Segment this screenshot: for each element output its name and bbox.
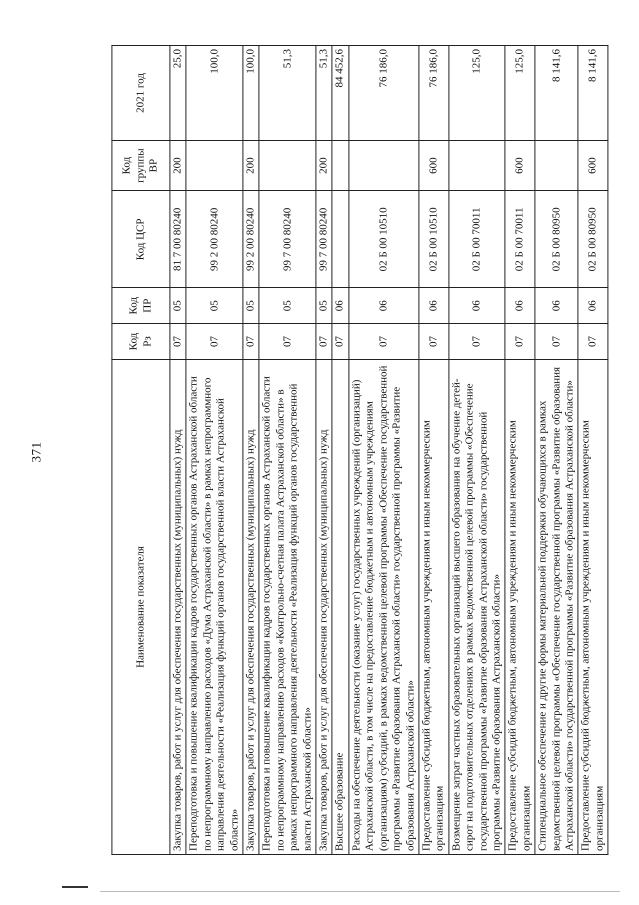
- cell-pr: 05: [243, 288, 259, 324]
- budget-table: [111, 45, 608, 855]
- cell-csr: 99 7 00 80240: [316, 191, 332, 288]
- cell-sum: 76 186,0: [349, 46, 419, 141]
- cell-csr: 02 Б 00 70011: [449, 191, 506, 288]
- cell-rz: 07: [186, 324, 243, 360]
- cell-name: Возмещение затрат частных образовательных организаций высшего образования на обучение детей-сирот на подготовительных отделениях в рамках ведомственной целевой программы «Обеспечение государственной программы «Развитие образования Астраханской области» государственной программы «Развитие образования Астраханской области»: [449, 359, 506, 854]
- cell-csr: 99 2 00 80240: [186, 191, 243, 288]
- bottom-mark: [62, 886, 88, 888]
- cell-csr: 81 7 00 80240: [170, 191, 186, 288]
- table-row: [243, 46, 259, 855]
- cell-rz: 07: [243, 324, 259, 360]
- cell-name: Переподготовка и повышение квалификации кадров государственных органов Астраханской области по непрограммному направлению расходов «Дума Астраханской области» в рамках непрограммного направления деятельности «Реализация функций органов государственной власти Астраханской области»: [186, 359, 243, 854]
- table-row: [316, 46, 332, 855]
- cell-pr: 06: [505, 288, 535, 324]
- cell-vr: [449, 140, 506, 191]
- table-row: [349, 46, 419, 855]
- cell-rz: 07: [259, 324, 316, 360]
- table-body: [170, 46, 608, 855]
- cell-sum: 51,3: [316, 46, 332, 141]
- cell-name: Расходы на обеспечение деятельности (оказание услуг) государственных учреждений (организаций) Астраханской области, в том числе на предоставление бюджетным и автономным учреждениям (организациям) субсидий, в рамках ведомственной целевой программы «Обеспечение государственной программы «Развитие образования Астраханской области» государственной программы «Развитие образования Астраханской области»: [349, 359, 419, 854]
- header-vr: Код группы ВР: [112, 140, 170, 191]
- cell-sum: 100,0: [186, 46, 243, 141]
- table-row: [419, 46, 449, 855]
- rotated-table-container: [111, 45, 608, 855]
- table-header-row: [112, 46, 170, 855]
- cell-pr: 05: [259, 288, 316, 324]
- header-year: 2021 год: [112, 46, 170, 141]
- cell-name: Закупка товаров, работ и услуг для обеспечения государственных (муниципальных) нужд: [170, 359, 186, 854]
- cell-vr: 200: [170, 140, 186, 191]
- cell-name: Предоставление субсидий бюджетным, автономным учреждениям и иным некоммерческим организациям: [505, 359, 535, 854]
- header-rz: Код Рз: [112, 324, 170, 360]
- header-name: Наименование показателя: [112, 359, 170, 854]
- table-row: [505, 46, 535, 855]
- cell-rz: 07: [332, 324, 348, 360]
- cell-pr: 06: [332, 288, 348, 324]
- cell-csr: 02 Б 00 10510: [349, 191, 419, 288]
- cell-sum: 8 141,6: [578, 46, 608, 141]
- cell-sum: 100,0: [243, 46, 259, 141]
- cell-vr: 600: [419, 140, 449, 191]
- cell-csr: 99 2 00 80240: [243, 191, 259, 288]
- cell-rz: 07: [349, 324, 419, 360]
- cell-rz: 07: [170, 324, 186, 360]
- cell-pr: 06: [535, 288, 578, 324]
- cell-csr: [332, 191, 348, 288]
- cell-name: Закупка товаров, работ и услуг для обеспечения государственных (муниципальных) нужд: [243, 359, 259, 854]
- cell-vr: [259, 140, 316, 191]
- table-row: [578, 46, 608, 855]
- table-row: [449, 46, 506, 855]
- cell-name: Стипендиальное обеспечение и другие формы материальной поддержки обучающихся в рамках ведомственной целевой программы «Обеспечение государственной программы «Развитие образования Астраханской области» государственной программы «Развитие образования Астраханской области»: [535, 359, 578, 854]
- cell-name: Высшее образование: [332, 359, 348, 854]
- table-row: [535, 46, 578, 855]
- cell-pr: 06: [578, 288, 608, 324]
- cell-vr: [332, 140, 348, 191]
- cell-sum: 8 141,6: [535, 46, 578, 141]
- cell-name: Переподготовка и повышение квалификации кадров государственных органов Астраханской области по непрограммному направлению расходов «Контрольно-счетная палата Астраханской области» в рамках непрограммного направления деятельности «Реализация функций органов государственной власти Астраханской области»: [259, 359, 316, 854]
- cell-pr: 06: [449, 288, 506, 324]
- cell-name: Предоставление субсидий бюджетным, автономным учреждениям и иным некоммерческим организациям: [419, 359, 449, 854]
- cell-rz: 07: [419, 324, 449, 360]
- cell-csr: 02 Б 00 80950: [578, 191, 608, 288]
- cell-sum: 125,0: [449, 46, 506, 141]
- cell-sum: 125,0: [505, 46, 535, 141]
- cell-rz: 07: [505, 324, 535, 360]
- cell-sum: 51,3: [259, 46, 316, 141]
- table-row: [170, 46, 186, 855]
- cell-csr: 02 Б 00 70011: [505, 191, 535, 288]
- cell-rz: 07: [578, 324, 608, 360]
- table-row: [259, 46, 316, 855]
- cell-name: Предоставление субсидий бюджетным, автономным учреждениям и иным некоммерческим организациям: [578, 359, 608, 854]
- cell-rz: 07: [449, 324, 506, 360]
- header-csr: Код ЦСР: [112, 191, 170, 288]
- page-number: 371: [28, 441, 44, 463]
- bottom-line: [100, 891, 620, 892]
- header-pr: Код ПР: [112, 288, 170, 324]
- cell-rz: 07: [316, 324, 332, 360]
- cell-sum: 76 186,0: [419, 46, 449, 141]
- cell-sum: 84 452,6: [332, 46, 348, 141]
- cell-sum: 25,0: [170, 46, 186, 141]
- cell-vr: 600: [505, 140, 535, 191]
- cell-pr: 06: [419, 288, 449, 324]
- table-row: [332, 46, 348, 855]
- cell-csr: 02 Б 00 10510: [419, 191, 449, 288]
- cell-pr: 06: [349, 288, 419, 324]
- cell-vr: 600: [578, 140, 608, 191]
- cell-vr: [535, 140, 578, 191]
- cell-vr: [186, 140, 243, 191]
- cell-vr: 200: [243, 140, 259, 191]
- cell-pr: 05: [186, 288, 243, 324]
- cell-rz: 07: [535, 324, 578, 360]
- cell-csr: 99 7 00 80240: [259, 191, 316, 288]
- cell-vr: [349, 140, 419, 191]
- cell-pr: 05: [170, 288, 186, 324]
- table-row: [186, 46, 243, 855]
- cell-vr: 200: [316, 140, 332, 191]
- cell-pr: 05: [316, 288, 332, 324]
- cell-name: Закупка товаров, работ и услуг для обеспечения государственных (муниципальных) нужд: [316, 359, 332, 854]
- cell-csr: 02 Б 00 80950: [535, 191, 578, 288]
